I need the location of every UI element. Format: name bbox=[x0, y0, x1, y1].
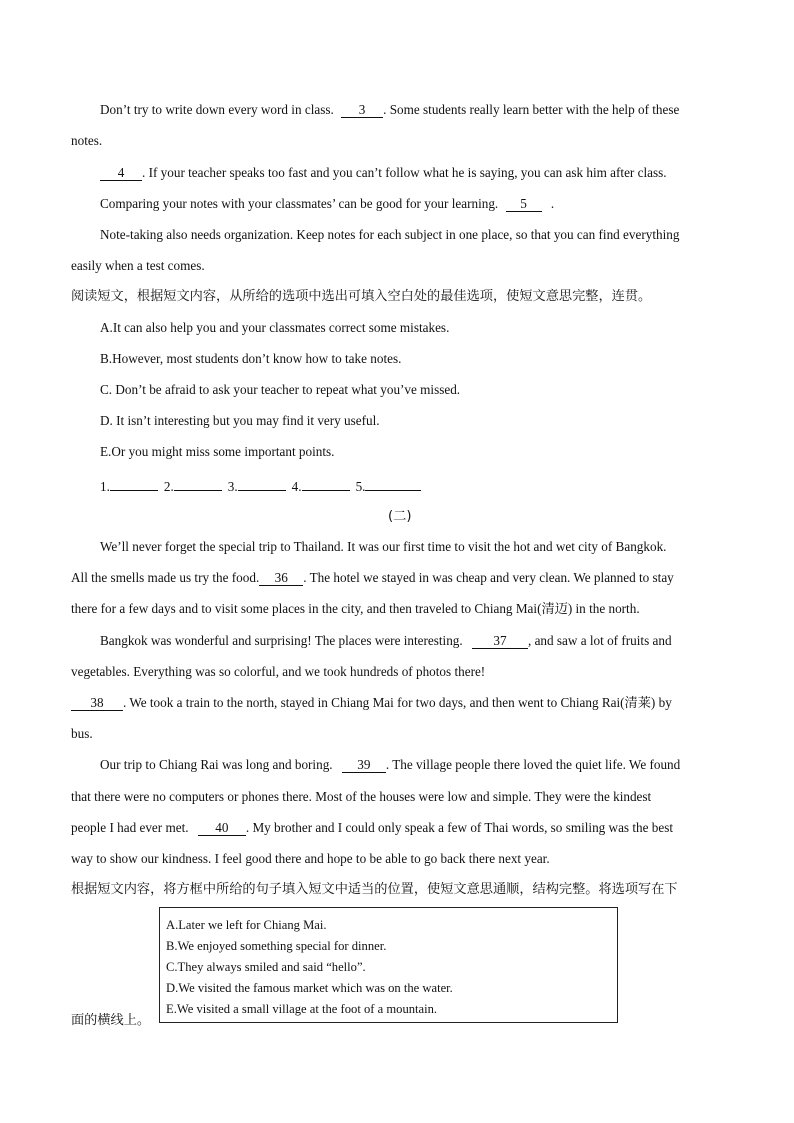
passage2-text: . My brother and I could only speak a few of Thai words, so smiling was the best bbox=[245, 820, 674, 835]
passage1-line-3 bbox=[100, 164, 667, 182]
instructions-1: 阅读短文，根据短文内容，从所给的选项中选出可填入空白处的最佳选项，使短文意思完整，连贯。 bbox=[71, 289, 652, 304]
option-c: C. Don’t be afraid to ask your teacher to repeat what you’ve missed. bbox=[100, 382, 461, 397]
box-option-d: D.We visited the famous market which was on the water. bbox=[166, 981, 453, 995]
passage1-text: . If your teacher speaks too fast and you can’t follow what he is saying, you can ask him after class. bbox=[142, 165, 667, 180]
answer-blank-1[interactable] bbox=[110, 490, 158, 491]
box-option-a: A.Later we left for Chiang Mai. bbox=[166, 918, 327, 932]
passage2-line-11: way to show our kindness. I feel good there and hope to be able to go back there next year. bbox=[71, 851, 550, 866]
answer-blank-4[interactable] bbox=[302, 490, 350, 491]
instructions-2: 根据短文内容，将方框中所给的句子填入短文中适当的位置，使短文意思通顺，结构完整。将选项写在下 bbox=[71, 882, 678, 897]
passage2-line-5: vegetables. Everything was so colorful, and we took hundreds of photos there! bbox=[71, 664, 486, 679]
blank-39[interactable]: 39 bbox=[342, 758, 386, 773]
passage2-text: . The village people there loved the quiet life. We found bbox=[385, 757, 681, 772]
passage2-line-9: that there were no computers or phones there. Most of the houses were low and simple. They were the kindest bbox=[71, 789, 652, 804]
passage2-text: . The hotel we stayed in was cheap and very clean. We planned to stay bbox=[303, 570, 674, 585]
blank-40[interactable]: 40 bbox=[198, 821, 246, 836]
passage1-line-6: easily when a test comes. bbox=[71, 258, 205, 273]
blank-37[interactable]: 37 bbox=[472, 634, 528, 649]
passage2-text: . We took a train to the north, stayed in Chiang Mai for two days, and then went to Chiang Rai(清莱) by bbox=[123, 695, 672, 710]
passage2-text: Bangkok was wonderful and surprising! The places were interesting. bbox=[100, 633, 463, 648]
passage1-line-2: notes. bbox=[71, 133, 103, 148]
option-d: D. It isn’t interesting but you may find it very useful. bbox=[100, 413, 380, 428]
passage1-text: . bbox=[550, 196, 555, 211]
answer-blank-2[interactable] bbox=[174, 490, 222, 491]
answer-blank-3[interactable] bbox=[238, 490, 286, 491]
blank-4[interactable]: 4 bbox=[100, 166, 142, 181]
passage2-line-10 bbox=[71, 819, 673, 837]
box-option-b: B.We enjoyed something special for dinner. bbox=[166, 939, 387, 953]
blank-5[interactable]: 5 bbox=[506, 197, 542, 212]
answer-label-3: 3. bbox=[227, 479, 238, 494]
instructions-2-continued: 面的横线上。 bbox=[71, 1013, 151, 1028]
passage2-text: Our trip to Chiang Rai was long and boring. bbox=[100, 757, 333, 772]
box-option-e: E.We visited a small village at the foot of a mountain. bbox=[166, 1002, 438, 1016]
passage2-text: people I had ever met. bbox=[71, 820, 189, 835]
answer-label-5: 5. bbox=[355, 479, 366, 494]
passage2-text: All the smells made us try the food. bbox=[71, 570, 260, 585]
answer-row bbox=[100, 478, 421, 496]
passage1-line-4 bbox=[100, 195, 554, 213]
section-marker: (二) bbox=[388, 509, 412, 524]
passage1-line-1 bbox=[100, 101, 679, 119]
passage2-line-8 bbox=[100, 756, 680, 774]
passage1-text: . Some students really learn better with the help of these bbox=[383, 102, 680, 117]
answer-label-2: 2. bbox=[163, 479, 174, 494]
options-box bbox=[159, 907, 618, 1023]
passage1-text: Comparing your notes with your classmates’ can be good for your learning. bbox=[100, 196, 499, 211]
passage2-line-7: bus. bbox=[71, 726, 93, 741]
passage1-text: Don’t try to write down every word in class. bbox=[100, 102, 334, 117]
box-option-c: C.They always smiled and said “hello”. bbox=[166, 960, 366, 974]
passage2-line-3: there for a few days and to visit some places in the city, and then traveled to Chiang Mai(清迈) in the north. bbox=[71, 601, 640, 616]
answer-label-4: 4. bbox=[291, 479, 302, 494]
blank-36[interactable]: 36 bbox=[259, 571, 303, 586]
passage1-line-5: Note-taking also needs organization. Keep notes for each subject in one place, so that you can find everything bbox=[100, 227, 680, 242]
passage2-text: , and saw a lot of fruits and bbox=[527, 633, 672, 648]
option-e: E.Or you might miss some important points. bbox=[100, 444, 335, 459]
blank-38[interactable]: 38 bbox=[71, 696, 123, 711]
answer-blank-5[interactable] bbox=[365, 490, 421, 491]
passage2-line-4 bbox=[100, 632, 672, 650]
blank-3[interactable]: 3 bbox=[341, 103, 383, 118]
option-a: A.It can also help you and your classmates correct some mistakes. bbox=[100, 320, 450, 335]
passage2-line-1: We’ll never forget the special trip to Thailand. It was our first time to visit the hot and wet city of Bangkok. bbox=[100, 539, 667, 554]
answer-label-1: 1. bbox=[100, 479, 110, 494]
passage2-line-2 bbox=[71, 569, 674, 587]
passage2-line-6 bbox=[71, 694, 672, 712]
option-b: B.However, most students don’t know how to take notes. bbox=[100, 351, 402, 366]
